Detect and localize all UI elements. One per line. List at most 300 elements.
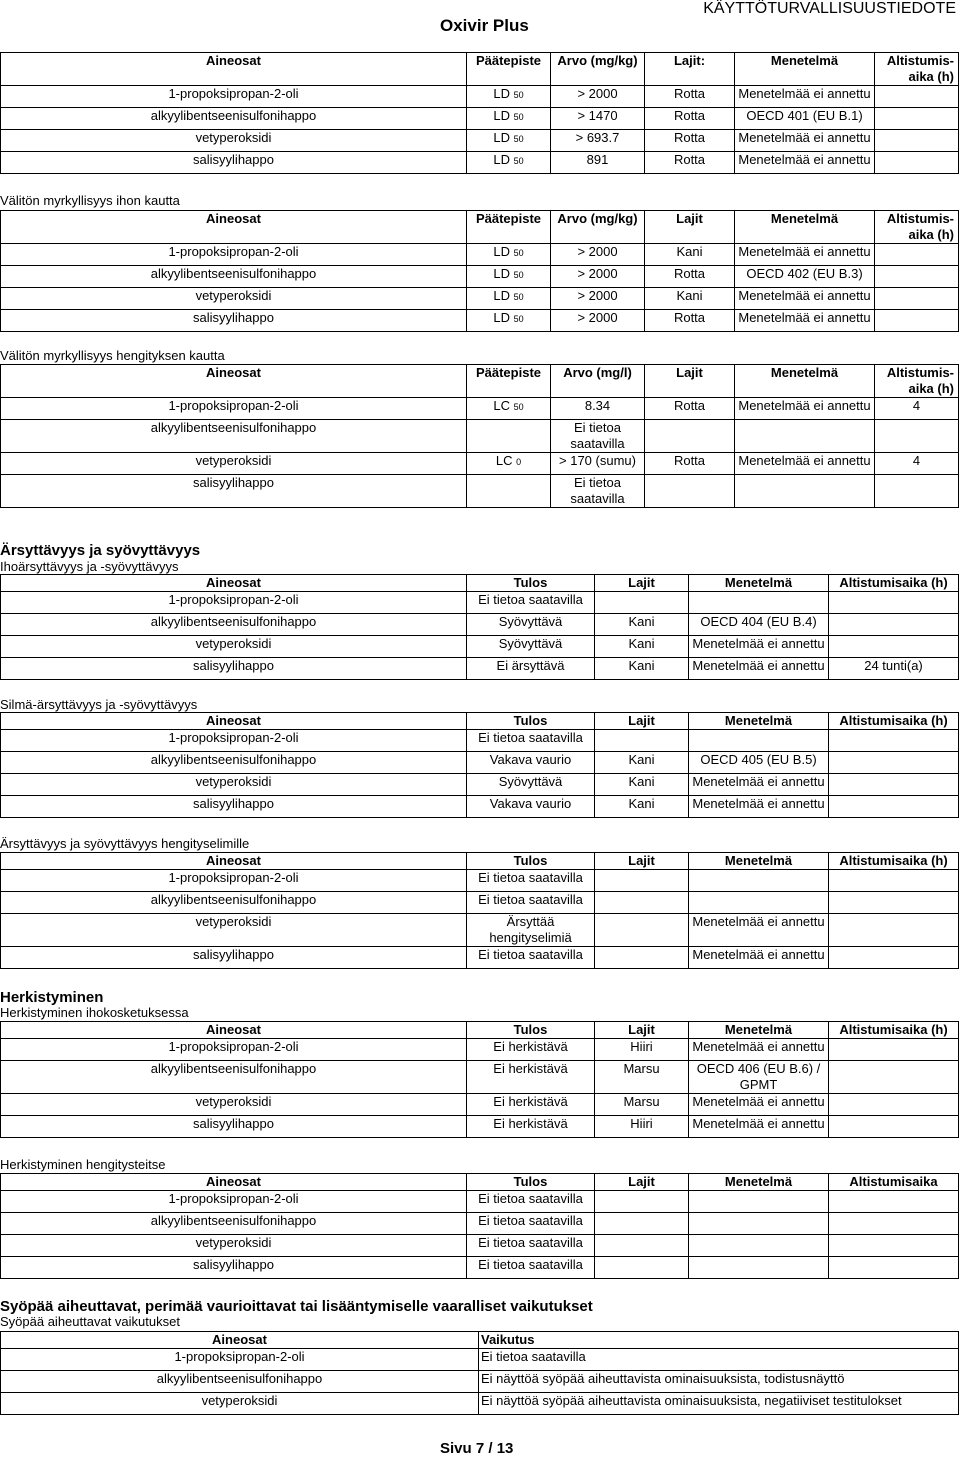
table-cell: alkyylibentseenisulfonihappo: [1, 108, 467, 130]
endpoint-label: LD: [493, 130, 510, 145]
endpoint-subscript: 50: [513, 292, 524, 302]
header-cell: Altistumisaika: [829, 1174, 959, 1191]
table-cell: vetyperoksidi: [1, 774, 467, 796]
table-cell: [595, 592, 689, 614]
page-number: Sivu 7 / 13: [440, 1440, 514, 1457]
table-cell: [467, 420, 551, 453]
table-cell: Rotta: [645, 310, 735, 332]
endpoint-label: LD: [493, 86, 510, 101]
table-cell: Ei näyttöä syöpää aiheuttavista ominaisuuksista, negatiiviset testitulokset: [479, 1393, 959, 1415]
table-cell: [875, 266, 959, 288]
table-cell: 1-propoksipropan-2-oli: [1, 1349, 479, 1371]
header-cell: Altistumis-aika (h): [875, 53, 959, 86]
header-cell: Tulos: [467, 1174, 595, 1191]
respiratory-irritation-table: [0, 852, 959, 969]
table-row: [1, 796, 959, 818]
endpoint-subscript: 0: [516, 457, 522, 467]
header-cell: Lajit: [645, 211, 735, 244]
table-cell: salisyylihappo: [1, 947, 467, 969]
table-cell: [829, 796, 959, 818]
table-row: [1, 1393, 959, 1415]
table-row: [1, 420, 959, 453]
table-cell: [595, 914, 689, 947]
table-cell: [829, 1257, 959, 1279]
table-body: [1, 870, 959, 969]
table-cell: alkyylibentseenisulfonihappo: [1, 1213, 467, 1235]
table-cell: OECD 402 (EU B.3): [735, 266, 875, 288]
table-cell: [595, 730, 689, 752]
table-body: [1, 730, 959, 818]
table-cell: Menetelmää ei annettu: [735, 244, 875, 266]
header-cell: Menetelmä: [689, 1022, 829, 1039]
table-cell: 8.34: [551, 398, 645, 420]
table-header-row: [1, 53, 959, 86]
table-cell: 891: [551, 152, 645, 174]
table-cell: [645, 420, 735, 453]
table-cell: salisyylihappo: [1, 475, 467, 508]
table-cell: [595, 947, 689, 969]
skin-sensitization-table: [0, 1021, 959, 1138]
skin-sensitization-title: Herkistyminen ihokosketuksessa: [0, 1005, 189, 1020]
table-cell: Hiiri: [595, 1116, 689, 1138]
table-cell: [875, 152, 959, 174]
table-cell: [829, 1039, 959, 1061]
table-cell: Ei tietoa saatavilla: [467, 1213, 595, 1235]
table-row: [1, 636, 959, 658]
table-cell: [829, 1213, 959, 1235]
header-cell: Päätepiste: [467, 365, 551, 398]
table-row: [1, 1191, 959, 1213]
eye-irritation-title: Silmä-ärsyttävyys ja -syövyttävyys: [0, 697, 198, 712]
table-row: [1, 244, 959, 266]
table-cell: salisyylihappo: [1, 1257, 467, 1279]
table-header-row: [1, 713, 959, 730]
table-cell: vetyperoksidi: [1, 288, 467, 310]
table-cell: alkyylibentseenisulfonihappo: [1, 752, 467, 774]
table-cell: salisyylihappo: [1, 1116, 467, 1138]
table-body: [1, 86, 959, 174]
endpoint-label: LD: [493, 244, 510, 259]
table-cell: 1-propoksipropan-2-oli: [1, 86, 467, 108]
table-cell: [595, 1257, 689, 1279]
carcinogenicity-title: Syöpää aiheuttavat vaikutukset: [0, 1314, 180, 1329]
table-cell: [875, 108, 959, 130]
table-cell: Ei herkistävä: [467, 1094, 595, 1116]
table-cell: vetyperoksidi: [1, 1393, 479, 1415]
table-cell: Ei tietoa saatavilla: [467, 730, 595, 752]
table-cell: [467, 453, 551, 475]
table-body: [1, 1191, 959, 1279]
header-cell: Altistumisaika (h): [829, 575, 959, 592]
table-row: [1, 892, 959, 914]
table-cell: [689, 1235, 829, 1257]
table-cell: Rotta: [645, 152, 735, 174]
respiratory-sensitization-table: [0, 1173, 959, 1279]
table-row: [1, 1061, 959, 1094]
table-cell: Ei tietoa saatavilla: [467, 1191, 595, 1213]
table-cell: Menetelmää ei annettu: [735, 310, 875, 332]
table-cell: Menetelmää ei annettu: [735, 453, 875, 475]
table-cell: Ärsyttää hengityselimiä: [467, 914, 595, 947]
table-cell: Kani: [595, 614, 689, 636]
table-row: [1, 592, 959, 614]
table-cell: alkyylibentseenisulfonihappo: [1, 1061, 467, 1094]
header-cell: Lajit: [645, 365, 735, 398]
table-cell: Marsu: [595, 1061, 689, 1094]
table-row: [1, 475, 959, 508]
table-cell: Rotta: [645, 130, 735, 152]
table-cell: 1-propoksipropan-2-oli: [1, 244, 467, 266]
table-cell: Rotta: [645, 266, 735, 288]
table-cell: Syövyttävä: [467, 774, 595, 796]
table-cell: [467, 475, 551, 508]
table-cell: Rotta: [645, 86, 735, 108]
dermal-title: Välitön myrkyllisyys ihon kautta: [0, 193, 180, 208]
endpoint-subscript: 50: [513, 402, 524, 412]
table-cell: Menetelmää ei annettu: [689, 947, 829, 969]
table-cell: 4: [875, 398, 959, 420]
endpoint-label: LD: [493, 266, 510, 281]
header-cell: Altistumis-aika (h): [875, 365, 959, 398]
header-cell: Lajit:: [645, 53, 735, 86]
table-cell: [689, 1191, 829, 1213]
table-row: [1, 870, 959, 892]
dermal-toxicity-table: [0, 210, 959, 332]
header-cell: Arvo (mg/l): [551, 365, 645, 398]
table-cell: Menetelmää ei annettu: [689, 914, 829, 947]
table-cell: Ei herkistävä: [467, 1116, 595, 1138]
header-cell: Vaikutus: [479, 1332, 959, 1349]
table-cell: > 2000: [551, 288, 645, 310]
header-cell: Aineosat: [1, 211, 467, 244]
table-cell: [467, 310, 551, 332]
table-row: [1, 1116, 959, 1138]
table-cell: Menetelmää ei annettu: [735, 152, 875, 174]
table-header-row: [1, 1022, 959, 1039]
table-header-row: [1, 853, 959, 870]
table-cell: > 2000: [551, 266, 645, 288]
table-cell: 1-propoksipropan-2-oli: [1, 1191, 467, 1213]
header-cell: Menetelmä: [735, 53, 875, 86]
table-cell: [689, 1213, 829, 1235]
table-cell: Ei tietoa saatavilla: [467, 592, 595, 614]
table-cell: Kani: [595, 796, 689, 818]
table-row: [1, 614, 959, 636]
header-cell: Tulos: [467, 713, 595, 730]
table-cell: Menetelmää ei annettu: [689, 1116, 829, 1138]
table-cell: Rotta: [645, 453, 735, 475]
table-cell: [595, 1235, 689, 1257]
table-cell: Ei tietoa saatavilla: [467, 892, 595, 914]
table-body: [1, 244, 959, 332]
table-cell: [829, 774, 959, 796]
skin-irritation-title: Ihoärsyttävyys ja -syövyttävyys: [0, 559, 179, 574]
table-cell: [595, 870, 689, 892]
table-cell: [829, 752, 959, 774]
table-cell: 1-propoksipropan-2-oli: [1, 592, 467, 614]
table-row: [1, 752, 959, 774]
table-body: [1, 1039, 959, 1138]
table-row: [1, 108, 959, 130]
eye-irritation-table: [0, 712, 959, 818]
endpoint-subscript: 50: [513, 248, 524, 258]
table-row: [1, 266, 959, 288]
table-cell: [689, 592, 829, 614]
table-cell: Menetelmää ei annettu: [735, 86, 875, 108]
respiratory-sensitization-title: Herkistyminen hengitysteitse: [0, 1157, 166, 1172]
table-cell: [467, 152, 551, 174]
table-cell: Menetelmää ei annettu: [735, 398, 875, 420]
header-cell: Arvo (mg/kg): [551, 53, 645, 86]
table-row: [1, 914, 959, 947]
table-cell: [467, 130, 551, 152]
header-cell: Tulos: [467, 1022, 595, 1039]
endpoint-label: LC: [495, 453, 513, 468]
table-cell: vetyperoksidi: [1, 914, 467, 947]
table-cell: [735, 475, 875, 508]
table-row: [1, 947, 959, 969]
header-cell: Lajit: [595, 1174, 689, 1191]
table-cell: Menetelmää ei annettu: [735, 130, 875, 152]
table-cell: salisyylihappo: [1, 310, 467, 332]
endpoint-label: LD: [493, 108, 510, 123]
table-cell: Kani: [645, 244, 735, 266]
table-cell: salisyylihappo: [1, 658, 467, 680]
table-row: [1, 658, 959, 680]
table-cell: alkyylibentseenisulfonihappo: [1, 1371, 479, 1393]
header-cell: Menetelmä: [689, 713, 829, 730]
table-cell: > 170 (sumu): [551, 453, 645, 475]
header-cell: Päätepiste: [467, 53, 551, 86]
table-cell: [467, 244, 551, 266]
header-cell: Aineosat: [1, 853, 467, 870]
header-cell: Aineosat: [1, 365, 467, 398]
table-cell: alkyylibentseenisulfonihappo: [1, 266, 467, 288]
table-row: [1, 1257, 959, 1279]
document-title: Oxivir Plus: [440, 16, 529, 35]
table-row: [1, 398, 959, 420]
table-cell: OECD 401 (EU B.1): [735, 108, 875, 130]
header-cell: Altistumisaika (h): [829, 853, 959, 870]
table-header-row: [1, 1174, 959, 1191]
table-cell: 24 tunti(a): [829, 658, 959, 680]
header-cell: Tulos: [467, 853, 595, 870]
table-cell: Menetelmää ei annettu: [689, 1094, 829, 1116]
table-cell: OECD 406 (EU B.6) / GPMT: [689, 1061, 829, 1094]
table-cell: [829, 730, 959, 752]
endpoint-subscript: 50: [513, 112, 524, 122]
table-cell: [467, 266, 551, 288]
table-cell: > 2000: [551, 244, 645, 266]
table-cell: Ei tietoa saatavilla: [551, 475, 645, 508]
table-cell: [829, 1116, 959, 1138]
table-row: [1, 86, 959, 108]
table-cell: [645, 475, 735, 508]
table-cell: [689, 892, 829, 914]
table-row: [1, 1213, 959, 1235]
header-cell: Päätepiste: [467, 211, 551, 244]
table-cell: [689, 870, 829, 892]
header-cell: Lajit: [595, 575, 689, 592]
header-cell: Aineosat: [1, 1332, 479, 1349]
endpoint-subscript: 50: [513, 270, 524, 280]
table-cell: Ei tietoa saatavilla: [479, 1349, 959, 1371]
table-cell: vetyperoksidi: [1, 636, 467, 658]
table-cell: OECD 404 (EU B.4): [689, 614, 829, 636]
table-cell: Menetelmää ei annettu: [735, 288, 875, 310]
endpoint-subscript: 50: [513, 314, 524, 324]
table-cell: Menetelmää ei annettu: [689, 1039, 829, 1061]
endpoint-subscript: 50: [513, 90, 524, 100]
table-cell: [595, 1191, 689, 1213]
table-cell: [467, 108, 551, 130]
header-cell: Menetelmä: [735, 365, 875, 398]
table-cell: [829, 1061, 959, 1094]
table-cell: [467, 86, 551, 108]
table-body: [1, 1349, 959, 1415]
table-row: [1, 130, 959, 152]
table-cell: Ei tietoa saatavilla: [467, 1235, 595, 1257]
table-cell: [829, 947, 959, 969]
table-row: [1, 1039, 959, 1061]
table-cell: salisyylihappo: [1, 796, 467, 818]
cmr-section-title: Syöpää aiheuttavat, perimää vaurioittavat tai lisääntymiselle vaaralliset vaikutukset: [0, 1298, 593, 1315]
inhalation-toxicity-table: [0, 364, 959, 508]
table-cell: [689, 730, 829, 752]
table-cell: alkyylibentseenisulfonihappo: [1, 420, 467, 453]
table-cell: [875, 130, 959, 152]
table-cell: OECD 405 (EU B.5): [689, 752, 829, 774]
table-row: [1, 453, 959, 475]
sensitization-section-title: Herkistyminen: [0, 989, 104, 1006]
table-cell: [829, 1191, 959, 1213]
header-cell: Aineosat: [1, 53, 467, 86]
table-cell: alkyylibentseenisulfonihappo: [1, 892, 467, 914]
table-cell: Rotta: [645, 108, 735, 130]
header-cell: Menetelmä: [689, 1174, 829, 1191]
header-cell: Arvo (mg/kg): [551, 211, 645, 244]
table-cell: Vakava vaurio: [467, 796, 595, 818]
table-cell: Ei herkistävä: [467, 1039, 595, 1061]
table-header-row: [1, 365, 959, 398]
table-body: [1, 592, 959, 680]
header-cell: Aineosat: [1, 1174, 467, 1191]
table-row: [1, 1235, 959, 1257]
header-cell: Altistumisaika (h): [829, 1022, 959, 1039]
table-cell: 1-propoksipropan-2-oli: [1, 1039, 467, 1061]
table-cell: alkyylibentseenisulfonihappo: [1, 614, 467, 636]
table-cell: 1-propoksipropan-2-oli: [1, 730, 467, 752]
table-cell: > 2000: [551, 86, 645, 108]
inhalation-title: Välitön myrkyllisyys hengityksen kautta: [0, 348, 225, 363]
table-cell: Ei näyttöä syöpää aiheuttavista ominaisuuksista, todistusnäyttö: [479, 1371, 959, 1393]
table-header-row: [1, 211, 959, 244]
table-cell: Menetelmää ei annettu: [689, 796, 829, 818]
endpoint-subscript: 50: [513, 156, 524, 166]
table-row: [1, 310, 959, 332]
header-cell: Aineosat: [1, 1022, 467, 1039]
table-cell: Ei herkistävä: [467, 1061, 595, 1094]
table-cell: Kani: [645, 288, 735, 310]
endpoint-subscript: 50: [513, 134, 524, 144]
table-cell: vetyperoksidi: [1, 1235, 467, 1257]
table-cell: Kani: [595, 774, 689, 796]
oral-toxicity-table: [0, 52, 959, 174]
table-cell: Ei ärsyttävä: [467, 658, 595, 680]
table-cell: [829, 870, 959, 892]
table-cell: Ei tietoa saatavilla: [551, 420, 645, 453]
table-cell: [875, 86, 959, 108]
header-cell: Altistumis-aika (h): [875, 211, 959, 244]
table-cell: Kani: [595, 658, 689, 680]
header-cell: Aineosat: [1, 575, 467, 592]
table-cell: Kani: [595, 636, 689, 658]
table-cell: [875, 310, 959, 332]
table-row: [1, 1349, 959, 1371]
table-cell: 1-propoksipropan-2-oli: [1, 398, 467, 420]
table-row: [1, 152, 959, 174]
table-cell: [875, 288, 959, 310]
table-cell: Syövyttävä: [467, 614, 595, 636]
table-cell: vetyperoksidi: [1, 453, 467, 475]
respiratory-irritation-title: Ärsyttävyys ja syövyttävyys hengityselimille: [0, 836, 250, 851]
document-type: KÄYTTÖTURVALLISUUSTIEDOTE: [703, 0, 956, 17]
table-cell: [829, 614, 959, 636]
table-cell: [595, 1213, 689, 1235]
table-cell: [829, 892, 959, 914]
table-cell: > 1470: [551, 108, 645, 130]
table-cell: vetyperoksidi: [1, 1094, 467, 1116]
table-cell: [467, 288, 551, 310]
table-cell: Syövyttävä: [467, 636, 595, 658]
table-cell: Ei tietoa saatavilla: [467, 1257, 595, 1279]
table-cell: [875, 475, 959, 508]
carcinogenicity-table: [0, 1331, 959, 1415]
endpoint-label: LC: [493, 398, 510, 413]
table-cell: > 2000: [551, 310, 645, 332]
table-cell: [595, 892, 689, 914]
table-row: [1, 1371, 959, 1393]
table-cell: 4: [875, 453, 959, 475]
table-cell: Menetelmää ei annettu: [689, 636, 829, 658]
table-cell: Kani: [595, 752, 689, 774]
endpoint-label: LD: [493, 152, 510, 167]
header-cell: Menetelmä: [689, 853, 829, 870]
header-cell: Menetelmä: [689, 575, 829, 592]
header-cell: Lajit: [595, 1022, 689, 1039]
table-cell: [467, 398, 551, 420]
table-cell: [689, 1257, 829, 1279]
table-header-row: [1, 1332, 959, 1349]
table-cell: [829, 1235, 959, 1257]
table-cell: [875, 244, 959, 266]
table-cell: Rotta: [645, 398, 735, 420]
table-cell: [735, 420, 875, 453]
header-cell: Tulos: [467, 575, 595, 592]
table-cell: Vakava vaurio: [467, 752, 595, 774]
header-cell: Altistumisaika (h): [829, 713, 959, 730]
table-cell: Menetelmää ei annettu: [689, 774, 829, 796]
table-cell: Marsu: [595, 1094, 689, 1116]
table-cell: [829, 636, 959, 658]
skin-irritation-table: [0, 574, 959, 680]
table-cell: > 693.7: [551, 130, 645, 152]
header-cell: Menetelmä: [735, 211, 875, 244]
table-row: [1, 774, 959, 796]
header-cell: Lajit: [595, 713, 689, 730]
table-row: [1, 288, 959, 310]
header-cell: Lajit: [595, 853, 689, 870]
